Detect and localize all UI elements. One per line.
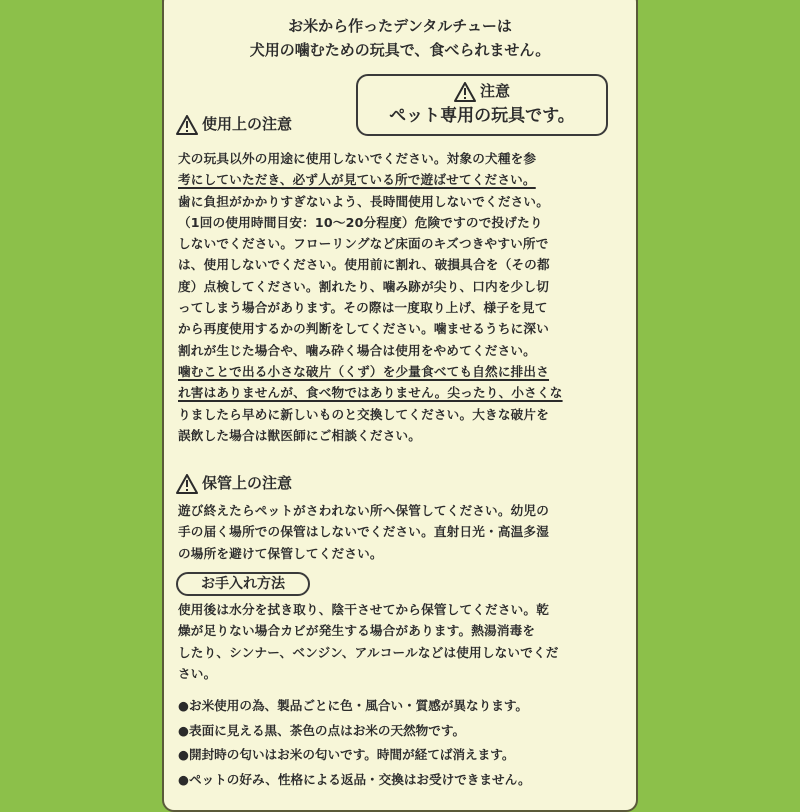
usage-line: 歯に負担がかかりすぎないよう、長時間使用しないでください。 xyxy=(178,193,550,209)
note-item: ●開封時の匂いはお米の匂いです。時間が経てば消えます。 xyxy=(178,747,515,762)
storage-line: の場所を避けて保管してください。 xyxy=(178,545,383,561)
usage-line: （1回の使用時間目安：10〜20分程度）危険ですので投げたり xyxy=(178,214,543,230)
pet-only-warning-box xyxy=(356,74,608,136)
header-line-2: 犬用の噛むための玩具で、食べられません。 xyxy=(249,41,551,59)
usage-title-row xyxy=(176,111,292,137)
usage-line: 犬の玩具以外の用途に使用しないでください。対象の犬種を参 xyxy=(178,151,537,166)
storage-line: 手の届く場所での保管はしないでください。直射日光・高温多湿 xyxy=(178,524,550,540)
usage-line: 割れが生じた場合や、噛み砕く場合は使用をやめてください。 xyxy=(178,342,536,358)
usage-line: 誤飲した場合は獣医師にご相談ください。 xyxy=(178,427,422,443)
usage-line: 考にしていただき、必ず人が見ている所で遊ばせてください。 xyxy=(178,172,536,188)
warning-triangle-icon xyxy=(176,474,198,494)
usage-line: りましたら早めに新しいものと交換してください。大きな破片を xyxy=(178,406,550,422)
care-line: 燥が足りない場合カビが発生する場合があります。熱湯消毒を xyxy=(178,623,536,639)
usage-line: から再度使用するかの判断をしてください。噛ませるうちに深い xyxy=(178,321,550,337)
care-text xyxy=(178,599,610,684)
warning-triangle-icon xyxy=(176,115,198,135)
care-line: したり、シンナー、ベンジン、アルコールなどは使用しないでくだ xyxy=(178,644,559,660)
usage-line: しないでください。フローリングなど床面のキズつきやすい所で xyxy=(178,236,549,252)
note-item: ●ペットの好み、性格による返品・交換はお受けできません。 xyxy=(178,771,531,787)
care-line: 使用後は水分を拭き取り、陰干させてから保管してください。乾 xyxy=(178,602,550,617)
notes-list xyxy=(178,694,618,792)
warning-heading: 注意 xyxy=(479,82,510,100)
usage-line: れ害はありませんが、食べ物ではありません。尖ったり、小さくな xyxy=(178,385,563,401)
warning-main-text: ペット専用の玩具です。 xyxy=(389,106,575,126)
storage-line: 遊び終えたらペットがさわれない所へ保管してください。幼児の xyxy=(178,503,550,518)
note-item: ●お米使用の為、製品ごとに色・風合い・質感が異なります。 xyxy=(178,698,529,713)
care-title: お手入れ方法 xyxy=(176,572,310,596)
usage-line: ってしまう場合があります。その際は一度取り上げ、様子を見て xyxy=(178,300,548,316)
usage-line: は、使用しないでください。使用前に割れ、破損具合を（その都 xyxy=(178,257,550,273)
storage-title: 保管上の注意 xyxy=(202,474,293,492)
care-line: さい。 xyxy=(178,665,217,681)
usage-line: 度）点検してください。割れたり、噛み跡が尖り、口内を少し切 xyxy=(178,278,550,294)
storage-text xyxy=(178,500,610,564)
header-line-1: お米から作ったデンタルチューは xyxy=(288,17,512,35)
usage-title: 使用上の注意 xyxy=(202,115,293,133)
note-item: ●表面に見える黒、茶色の点はお米の天然物です。 xyxy=(178,722,466,738)
warning-triangle-icon xyxy=(454,82,476,102)
usage-line: 噛むことで出る小さな破片（くず）を少量食べても自然に排出さ xyxy=(178,363,550,379)
storage-title-row xyxy=(176,470,292,496)
usage-text xyxy=(178,148,610,446)
